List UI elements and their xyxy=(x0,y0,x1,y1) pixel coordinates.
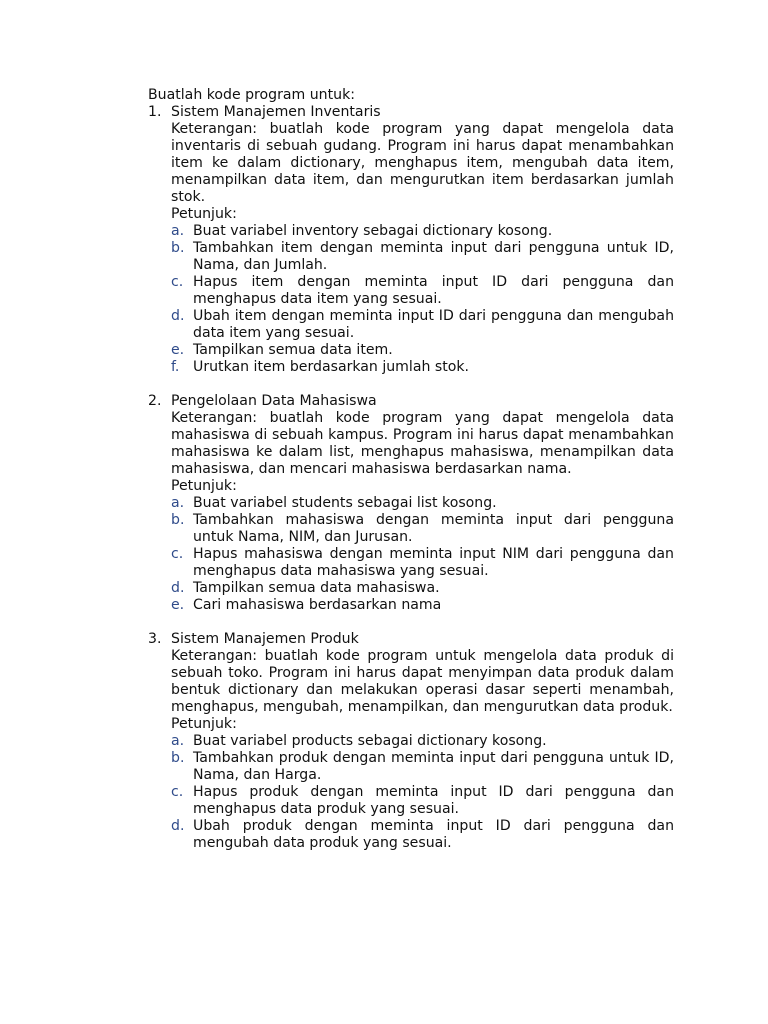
hint-letter: c. xyxy=(171,274,184,290)
hint-text: Tampilkan semua data mahasiswa. xyxy=(193,580,440,596)
section-title: Sistem Manajemen Produk xyxy=(171,631,359,647)
hint-letter: d. xyxy=(171,818,185,834)
hint-label: Petunjuk: xyxy=(171,478,237,494)
hint-text: Tambahkan mahasiswa dengan meminta input dari pengguna untuk Nama, NIM, dan Jurusan. xyxy=(193,512,674,545)
hint-item xyxy=(171,240,674,274)
hint-letter: b. xyxy=(171,512,185,528)
hint-item xyxy=(171,274,674,308)
hint-letter: c. xyxy=(171,546,184,562)
hint-letter: d. xyxy=(171,308,185,324)
hint-item xyxy=(171,733,674,750)
hint-item xyxy=(171,750,674,784)
hint-text: Hapus mahasiswa dengan meminta input NIM dari pengguna dan menghapus data mahasiswa yang sesuai. xyxy=(193,546,674,579)
section-body xyxy=(171,631,674,852)
hint-item xyxy=(171,818,674,852)
section-title: Sistem Manajemen Inventaris xyxy=(171,104,381,120)
hint-list xyxy=(171,733,674,852)
hint-text: Buat variabel inventory sebagai dictionary kosong. xyxy=(193,223,553,239)
section-number: 1. xyxy=(148,104,162,120)
hint-item xyxy=(171,495,674,512)
hint-item xyxy=(171,546,674,580)
hint-text: Buat variabel products sebagai dictionary kosong. xyxy=(193,733,547,749)
section-number: 3. xyxy=(148,631,162,647)
hint-letter: b. xyxy=(171,750,185,766)
section-body xyxy=(171,393,674,614)
hint-item xyxy=(171,580,674,597)
hint-item xyxy=(171,308,674,342)
hint-letter: a. xyxy=(171,223,185,239)
hint-list xyxy=(171,223,674,376)
hint-item xyxy=(171,342,674,359)
section-title: Pengelolaan Data Mahasiswa xyxy=(171,393,377,409)
hint-text: Cari mahasiswa berdasarkan nama xyxy=(193,597,442,613)
hint-text: Hapus produk dengan meminta input ID dari pengguna dan menghapus data produk yang sesuai. xyxy=(193,784,674,817)
document-page xyxy=(148,87,674,852)
hint-text: Hapus item dengan meminta input ID dari pengguna dan menghapus data item yang sesuai. xyxy=(193,274,674,307)
hint-item xyxy=(171,597,674,614)
section-description: Keterangan: buatlah kode program yang dapat mengelola data mahasiswa di sebuah kampus. Program ini harus dapat menambahkan mahasiswa ke dalam list, menghapus mahasiswa, menampilkan data mahasiswa, dan mencari mahasiswa berdasarkan nama. xyxy=(171,410,674,477)
section-body xyxy=(171,104,674,376)
section-description: Keterangan: buatlah kode program untuk mengelola data produk di sebuah toko. Program ini harus dapat menyimpan data produk dalam bentuk dictionary dan melakukan operasi dasar seperti menambah, menghapus, mengubah, menampilkan, dan mengurutkan data produk. xyxy=(171,648,674,715)
hint-text: Tampilkan semua data item. xyxy=(193,342,393,358)
section-mahasiswa xyxy=(148,393,674,614)
hint-text: Ubah item dengan meminta input ID dari pengguna dan mengubah data item yang sesuai. xyxy=(193,308,674,341)
hint-letter: b. xyxy=(171,240,185,256)
hint-letter: f. xyxy=(171,359,180,375)
hint-item xyxy=(171,512,674,546)
hint-text: Tambahkan item dengan meminta input dari pengguna untuk ID, Nama, dan Jumlah. xyxy=(193,240,674,273)
section-number: 2. xyxy=(148,393,162,409)
hint-item xyxy=(171,223,674,240)
hint-item xyxy=(171,359,674,376)
section-description: Keterangan: buatlah kode program yang dapat mengelola data inventaris di sebuah gudang. Program ini harus dapat menambahkan item ke dalam dictionary, menghapus item, mengubah data item, menampilkan data item, dan mengurutkan item berdasarkan jumlah stok. xyxy=(171,121,674,205)
hint-label: Petunjuk: xyxy=(171,716,237,732)
section-inventaris xyxy=(148,104,674,376)
hint-list xyxy=(171,495,674,614)
hint-letter: e. xyxy=(171,342,185,358)
hint-letter: c. xyxy=(171,784,184,800)
hint-item xyxy=(171,784,674,818)
hint-text: Tambahkan produk dengan meminta input dari pengguna untuk ID, Nama, dan Harga. xyxy=(193,750,674,783)
hint-text: Ubah produk dengan meminta input ID dari pengguna dan mengubah data produk yang sesuai. xyxy=(193,818,674,851)
hint-label: Petunjuk: xyxy=(171,206,237,222)
document-intro: Buatlah kode program untuk: xyxy=(148,87,355,103)
hint-text: Urutkan item berdasarkan jumlah stok. xyxy=(193,359,470,375)
hint-letter: e. xyxy=(171,597,185,613)
section-produk xyxy=(148,631,674,852)
hint-letter: a. xyxy=(171,733,185,749)
hint-text: Buat variabel students sebagai list kosong. xyxy=(193,495,497,511)
hint-letter: a. xyxy=(171,495,185,511)
hint-letter: d. xyxy=(171,580,185,596)
